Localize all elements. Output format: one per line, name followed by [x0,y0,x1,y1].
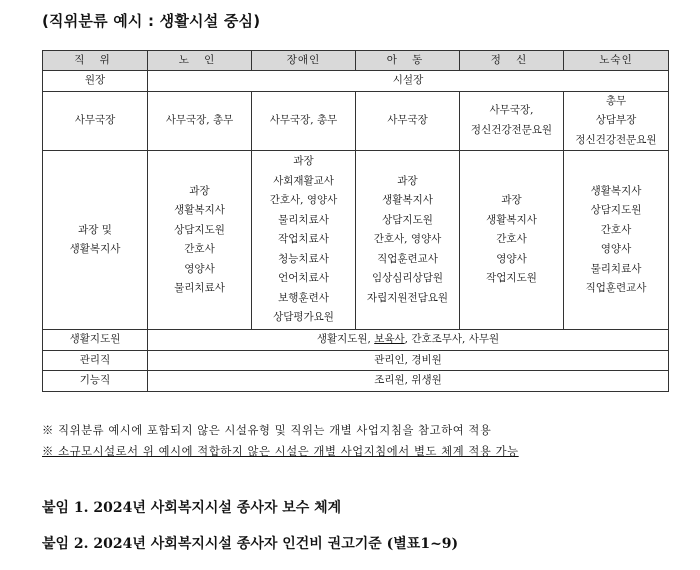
table-cell: 과장 사회재활교사 간호사, 영양사 물리치료사 작업치료사 청능치료사 언어치료사 보행훈련사 상담평가요원 [252,151,356,330]
span-text: , 간호조무사, 사무원 [404,333,500,345]
row-span-cell: 조리원, 위생원 [148,371,669,392]
table-cell: 과장 생활복지사 상담지도원 간호사 영양사 물리치료사 [148,151,252,330]
table-cell: 과장 생활복지사 간호사 영양사 작업지도원 [460,151,564,330]
table-cell: 사무국장 [356,91,460,151]
note-item-underlined: ※ 소규모시설로서 위 예시에 적합하지 않은 시설은 개별 사업지침에서 별도 체계 적용 가능 [42,445,519,458]
header-elderly: 노 인 [148,51,252,71]
position-classification-table [42,50,669,392]
header-disabled: 장애인 [252,51,356,71]
notes [42,420,672,462]
table-cell: 사무국장, 정신건강전문요원 [460,91,564,151]
span-text-underlined: 보육사 [374,333,405,345]
row-label: 원장 [43,71,148,92]
table-cell: 사무국장, 총무 [148,91,252,151]
row-span-cell [148,330,669,351]
row-label: 사무국장 [43,91,148,151]
attachment-1: 붙임 1. 2024년 사회복지시설 종사자 보수 체계 [42,500,342,516]
row-label: 과장 및 생활복지사 [43,151,148,330]
table-row [43,151,669,330]
row-span-cell: 관리인, 경비원 [148,350,669,371]
table-cell: 사무국장, 총무 [252,91,356,151]
table-row [43,91,669,151]
header-position: 직 위 [43,51,148,71]
table-row [43,371,669,392]
note-item: ※ 직위분류 예시에 포함되지 않은 시설유형 및 직위는 개별 사업지침을 참고하여 적용 [42,424,492,437]
table-cell: 과장 생활복지사 상담지도원 간호사, 영양사 직업훈련교사 임상심리상담원 자립지원전담요원 [356,151,460,330]
header-homeless: 노숙인 [564,51,669,71]
table-row [43,71,669,92]
row-label: 생활지도원 [43,330,148,351]
row-label: 관리직 [43,350,148,371]
table-row [43,350,669,371]
row-span-cell: 시설장 [148,71,669,92]
page-title: (직위분류 예시 : 생활시설 중심) [42,12,261,30]
table-cell: 총무 상담부장 정신건강전문요원 [564,91,669,151]
header-children: 아 동 [356,51,460,71]
attachment-2: 붙임 2. 2024년 사회복지시설 종사자 인건비 권고기준 (별표1~9) [42,536,459,552]
row-label: 기능직 [43,371,148,392]
table-cell: 생활복지사 상담지도원 간호사 영양사 물리치료사 직업훈련교사 [564,151,669,330]
table-header-row [43,51,669,71]
table-row [43,330,669,351]
span-text: 생활지도원, [316,333,375,345]
header-mental: 정 신 [460,51,564,71]
